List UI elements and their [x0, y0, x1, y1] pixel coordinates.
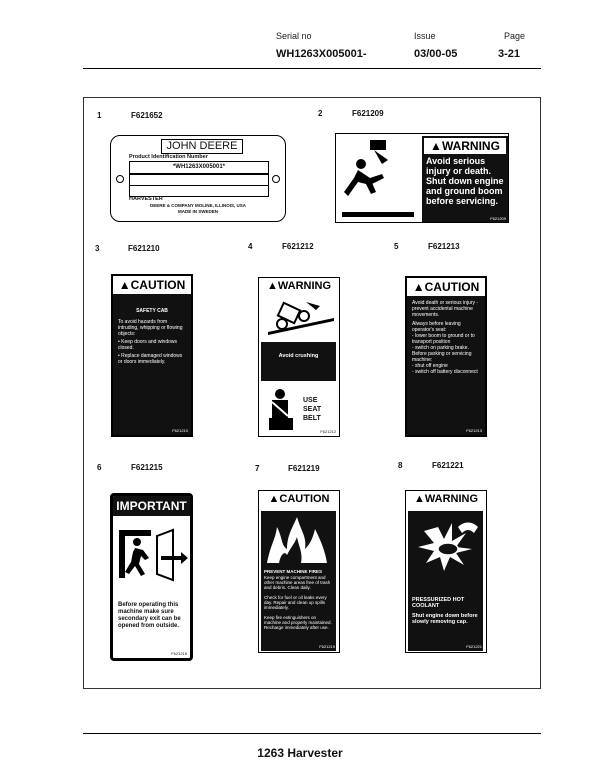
issue-value: 03/00-05	[414, 48, 458, 60]
page-value: 3-21	[498, 48, 521, 60]
decal5-text3: - lower boom to ground or to transport position	[412, 333, 475, 345]
decal4-line1: Avoid crushing	[278, 353, 319, 359]
plate-pin-value: *WH1263X005001*	[129, 161, 269, 174]
item-number: 4	[248, 242, 253, 251]
decal6-text: Before operating this machine make sure secondary exit can be opened from outside.	[118, 602, 181, 629]
decal5-text4: - switch on parking brake.	[412, 345, 469, 351]
caution-triangle-icon: ▲	[118, 278, 131, 292]
decal-caution-machine-movement	[405, 276, 487, 437]
item-code: F621210	[128, 244, 160, 253]
decal5-text6: - shut off engine	[412, 363, 448, 369]
decal2-part: F621209	[490, 216, 506, 221]
plate-model: HARVESTER	[129, 196, 163, 202]
decal5-signal: ▲CAUTION	[407, 278, 485, 296]
falling-person-icon	[336, 134, 422, 222]
decal3-signal: ▲CAUTION	[113, 276, 191, 294]
decal8-text1: PRESSURIZED HOT COOLANT	[412, 597, 465, 609]
decal-caution-fire	[258, 490, 340, 653]
emergency-exit-icon	[115, 524, 190, 584]
serial-label: Serial no	[276, 31, 312, 41]
decal4-signal: ▲WARNING	[259, 278, 339, 295]
decal2-text: Avoid serious injury or death. Shut down engine and ground boom before servicing.	[426, 156, 504, 206]
issue-label: Issue	[414, 31, 436, 41]
decal5-text1: Avoid death or serious injury - prevent accidental machine movements.	[412, 300, 479, 318]
item-number: 3	[95, 244, 100, 253]
decal4-part: F621212	[320, 429, 336, 434]
footer-rule	[83, 733, 541, 734]
decal4-seat2: SEAT	[303, 406, 322, 413]
decal8-part: F621221	[466, 644, 482, 649]
plate-pin-label: Product Identification Number	[129, 154, 208, 160]
decal4-seat1: USE	[303, 397, 318, 404]
decal2-text-panel	[422, 136, 508, 222]
item-number: 8	[398, 461, 403, 470]
footer-title: 1263 Harvester	[257, 746, 343, 760]
decal5-text7: - switch off battery disconnect	[412, 369, 478, 375]
decal7-signal: ▲CAUTION	[259, 491, 339, 508]
item-number: 7	[255, 464, 260, 473]
decal-caution-safety-cab	[111, 274, 193, 437]
decal5-text2: Always before leaving operator's seat:	[412, 321, 461, 333]
warning-triangle-icon: ▲	[266, 280, 278, 292]
decal-warning-servicing	[335, 133, 509, 223]
decal6-signal: IMPORTANT	[113, 496, 190, 516]
item-code: F621652	[131, 111, 163, 120]
item-code: F621215	[131, 463, 163, 472]
decal-warning-hot-coolant	[405, 490, 487, 653]
decal-warning-rollover	[258, 277, 340, 437]
radiator-cap-burst-icon	[408, 513, 483, 577]
decal5-text5: Before parking or servicing machine:	[412, 351, 472, 363]
plate-hole-right	[272, 175, 280, 183]
seat-belt-icon	[263, 388, 299, 432]
decal4-line-bg	[261, 362, 336, 381]
page-label: Page	[504, 31, 526, 41]
decal4-seat3: BELT	[303, 415, 321, 422]
decal7-text4: Keep fire extinguishers on machine and properly maintained. Recharge immediately after use.	[264, 615, 332, 630]
plate-hole-left	[116, 175, 124, 183]
flame-icon	[261, 513, 336, 565]
decal5-part: F621213	[466, 428, 482, 433]
decal3-intro: To avoid hazards from intruding, whipping or flowing objects:	[118, 319, 183, 337]
item-code: F621209	[352, 109, 384, 118]
decal3-part: F621210	[172, 428, 188, 433]
decal-important-exit	[110, 493, 193, 661]
plate-brand: JOHN DEERE	[161, 139, 243, 154]
decal7-part: F621219	[319, 644, 335, 649]
decal6-part: F621215	[171, 651, 187, 656]
serial-value: WH1263X005001-	[276, 48, 367, 60]
caution-triangle-icon: ▲	[412, 280, 425, 294]
decal8-signal: ▲WARNING	[406, 491, 486, 508]
decal7-text3: Check for fuel or oil leaks every day. Repair and clean up spills immediately.	[264, 595, 327, 610]
item-code: F621221	[432, 461, 464, 470]
identification-plate	[110, 135, 286, 222]
decal3-bullet1: • Keep doors and windows closed.	[118, 339, 178, 351]
item-number: 5	[394, 242, 399, 251]
item-number: 2	[318, 109, 323, 118]
decal8-text2: Shut engine down before slowly removing cap.	[412, 613, 478, 625]
warning-triangle-icon: ▲	[413, 493, 425, 505]
item-code: F621212	[282, 242, 314, 251]
item-code: F621219	[288, 464, 320, 473]
decal3-title: SAFETY CAB	[136, 308, 168, 314]
plate-maker-line1: DEERE & COMPANY MOLINE, ILLINOIS, USA	[149, 203, 247, 208]
plate-maker-line2: MADE IN SWEDEN	[177, 209, 218, 214]
item-number: 1	[97, 111, 102, 120]
warning-triangle-icon: ▲	[430, 139, 442, 153]
machine-tip-icon	[260, 296, 338, 336]
decal3-bullet2: • Replace damaged windows or doors immediately.	[118, 353, 183, 365]
decal7-text2: Keep engine compartment and other machine areas free of trash and debris. Clean daily.	[264, 575, 331, 590]
item-code: F621213	[428, 242, 460, 251]
header-rule	[83, 68, 541, 69]
caution-triangle-icon: ▲	[268, 493, 280, 505]
item-number: 6	[97, 463, 102, 472]
decal7-text1: PREVENT MACHINE FIRES	[264, 569, 323, 574]
decal2-signal: ▲WARNING	[424, 138, 506, 154]
